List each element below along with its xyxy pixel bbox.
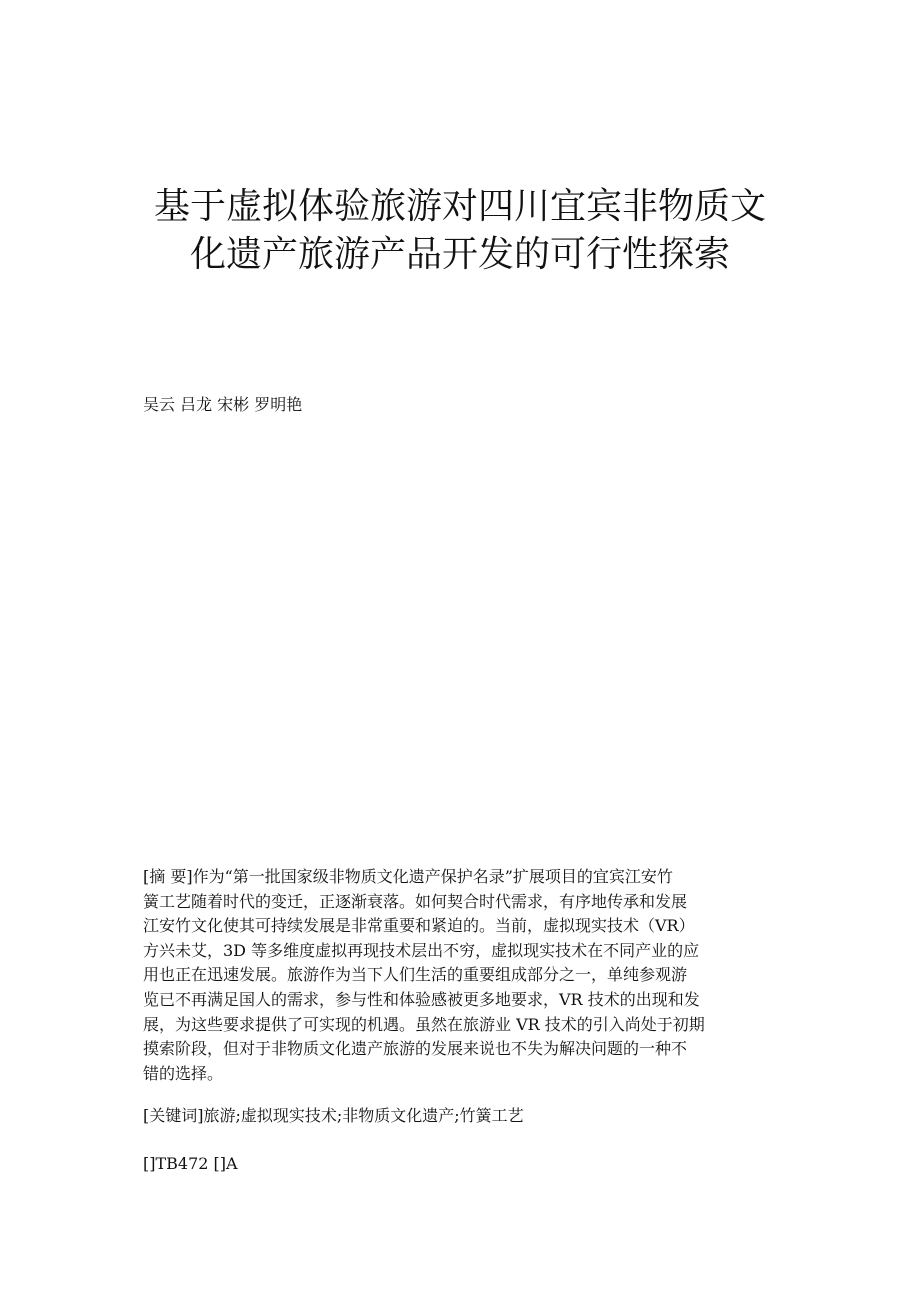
abstract-paragraph: [143, 865, 783, 1086]
classification-line: []TB472 []A: [143, 1154, 238, 1173]
abstract-line: 展，为这些要求提供了可实现的机遇。虽然在旅游业 VR 技术的引入尚处于初期: [143, 1014, 705, 1034]
abstract-line: 错的选择。: [143, 1063, 224, 1083]
title-line-2: 化遗产旅游产品开发的可行性探索: [189, 234, 730, 275]
title-line-1: 基于虚拟体验旅游对四川宜宾非物质文: [153, 186, 766, 227]
abstract-line: 摸索阶段，但对于非物质文化遗产旅游的发展来说也不失为解决问题的一种不: [143, 1039, 688, 1059]
abstract-line: 江安竹文化使其可持续发展是非常重要和紧迫的。当前，虚拟现实技术（VR）: [143, 916, 695, 936]
author-list: 吴云 吕龙 宋彬 罗明艳: [143, 395, 303, 414]
abstract-line: [摘 要]作为“第一批国家级非物质文化遗产保护名录”扩展项目的宜宾江安竹: [143, 867, 673, 886]
keywords-line: [关键词]旅游;虚拟现实技术;非物质文化遗产;竹簧工艺: [143, 1106, 524, 1125]
abstract-line: 用也正在迅速发展。旅游作为当下人们生活的重要组成部分之一，单纯参观游: [143, 965, 688, 985]
abstract-line: 方兴未艾，3D 等多维度虚拟再现技术层出不穷，虚拟现实技术在不同产业的应: [143, 940, 700, 960]
abstract-line: 簧工艺随着时代的变迁，正逐渐衰落。如何契合时代需求，有序地传承和发展: [143, 891, 688, 911]
abstract-line: 览已不再满足国人的需求，参与性和体验感被更多地要求，VR 技术的出现和发: [143, 989, 700, 1009]
document-title: [120, 183, 800, 279]
